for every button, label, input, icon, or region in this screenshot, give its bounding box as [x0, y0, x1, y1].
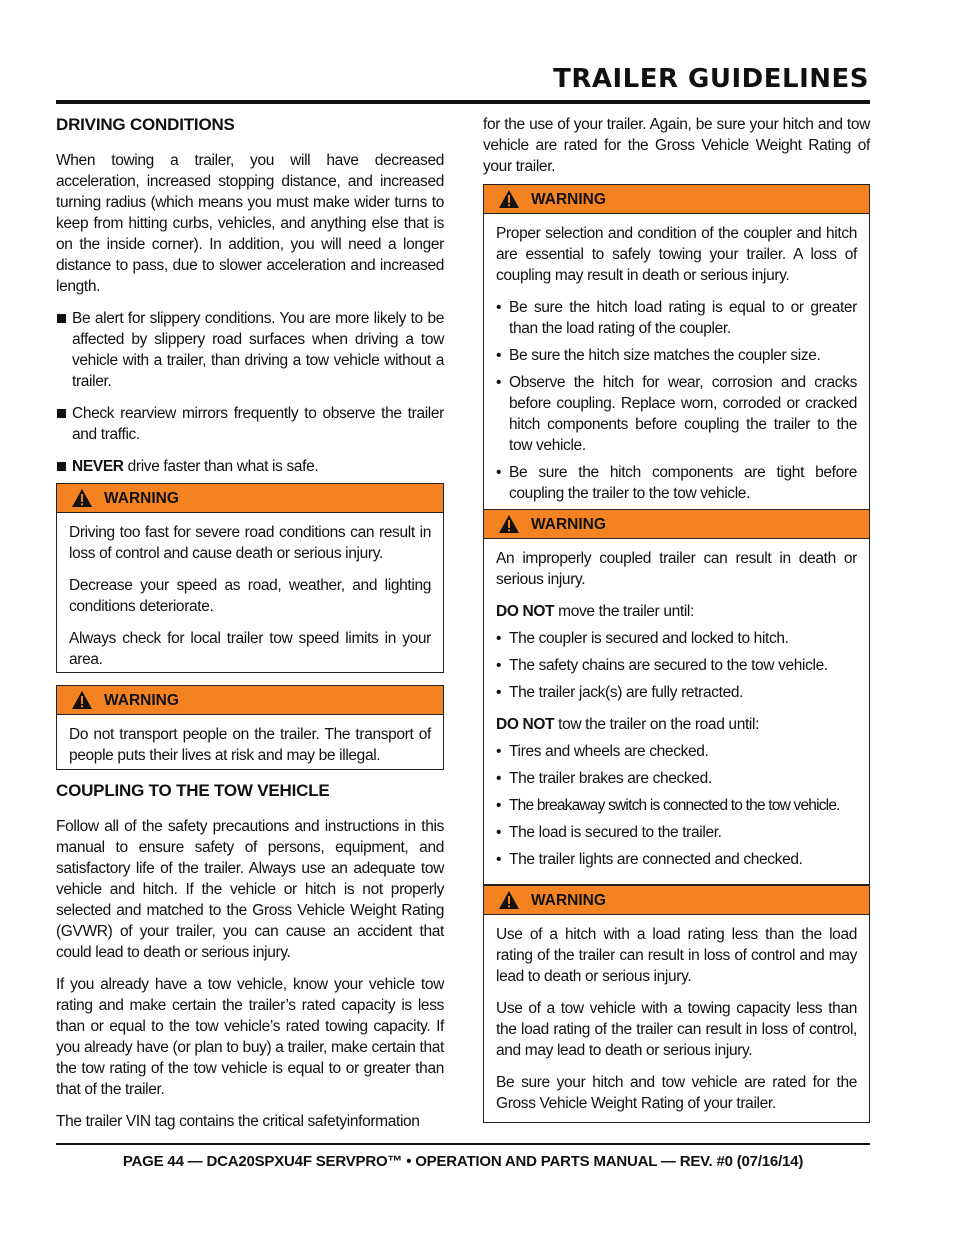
warning-body: Proper selection and condition of the coupler and hitch are essential to safely towing your trailer. A loss of coupling may result in death or serious injury. • Be sure the hitch load rating is equal to or greater than the load rating of the coupler. • Be sure the hitch size matches the coupler size. • Observe the hitch for wear, corrosion and cracks before coupling. Replace worn, corroded or cracked hitch components before coupling the trailer to the tow vehicle. • Be sure the hitch components are tight before coupling the trailer to the tow vehicle.: [496, 225, 857, 502]
list-item: Be alert for slippery conditions. You are more likely to be affected by slippery road surfaces when driving a tow vehicle with a trailer, than driving a tow vehicle without a trailer.: [56, 308, 444, 392]
warning-label: WARNING: [531, 891, 606, 909]
warning-triangle-icon: [498, 890, 520, 910]
bullet-icon: •: [496, 347, 502, 364]
warning-label: WARNING: [104, 691, 179, 709]
warning-header: [484, 185, 869, 214]
page-title: TRAILER GUIDELINES: [553, 64, 869, 94]
warning-body: An improperly coupled trailer can result in death or serious injury. DO NOT move the trailer until: • The coupler is secured and locked to hitch. • The safety chains are secured to the tow vehicle. • The trailer jack(s) are fully retracted. DO NOT tow the trailer on the road until: • Tires and wheels are checked. • The trailer brakes are checked. • The breakaway switch is connected to the tow vehicle. • The load is secured to the trailer. • The trailer lights are connected and checked.: [496, 550, 857, 868]
coupler-bullets: [496, 297, 857, 504]
footer-rule: [56, 1143, 870, 1145]
bullet-icon: •: [496, 630, 502, 647]
warning-box-improper-coupling: [483, 509, 870, 885]
warning-box-hitch-rating: [483, 885, 870, 1123]
move-bullets: [496, 628, 857, 703]
warning-label: WARNING: [531, 190, 606, 208]
square-bullet-icon: [57, 462, 66, 471]
list-item: NEVER drive faster than what is safe.: [56, 456, 444, 477]
bullet-icon: •: [496, 299, 502, 316]
warning-body: Do not transport people on the trailer. The transport of people puts their lives at risk and may be illegal.: [69, 726, 431, 764]
list-item: Check rearview mirrors frequently to observe the trailer and traffic.: [56, 403, 444, 445]
list-item: • Observe the hitch for wear, corrosion and cracks before coupling. Replace worn, corroded or cracked hitch components before coupling the trailer to the tow vehicle.: [496, 374, 857, 454]
list-item: • Be sure the hitch load rating is equal to or greater than the load rating of the coupler.: [496, 299, 857, 337]
list-item: • The breakaway switch is connected to the tow vehicle.: [496, 797, 840, 814]
driving-conditions-heading: DRIVING CONDITIONS: [56, 115, 235, 134]
driving-intro: When towing a trailer, you will have decreased acceleration, increased stopping distance, and increased turning radius (which means you must make wider turns to keep from hitting curbs, vehicles, and anything else that is on the inside corner). In addition, you will need a longer distance to pass, due to slower acceleration and increased length.: [56, 152, 444, 295]
left-column: DRIVING CONDITIONS When towing a trailer, you will have decreased acceleration, increased stopping distance, and increased turning radius (which means you must make wider turns to keep from hitting curbs, vehicles, and anything else that is on the inside corner). In addition, you will need a longer distance to pass, due to slower acceleration and increased length. Be alert for slippery conditions. You are more likely to be affected by slippery road surfaces when driving a tow vehicle with a trailer, than driving a tow vehicle without a trailer. Check rearview mirrors frequently to observe the trailer and traffic. NEVER drive faster than what is safe. WARNING Driving too fast for severe road conditions can result in loss of control and cause death or serious injury. Decrease your speed as road, weather, and lighting conditions deteriorate. Always check for local trailer tow speed limits in your area. WARNING Do not transport people on the trailer. The transport of people puts their lives at risk and may be illegal. COUPLING TO THE TOW VEHICLE Follow all of the safety precautions and instructions in this manual to ensure safety of persons, equipment, and satisfactory life of the trailer. Always use an adequate tow vehicle and hitch. If the vehicle or hitch is not properly selected and matched to the Gross Vehicle Weight Rating (GVWR) of your trailer, you can cause an accident that could lead to death or serious injury. If you already have a tow vehicle, know your vehicle tow rating and make certain the trailer’s rated capacity is less than or equal to the tow vehicle’s rated towing capacity. If you already have (or plan to buy) a trailer, make certain that the tow rating of the tow vehicle is equal to or greater than that of the trailer. The trailer VIN tag contains the critical safetyinformation: [56, 115, 444, 1130]
bullet-icon: •: [496, 797, 501, 814]
bullet-icon: •: [496, 464, 502, 481]
list-item: • Be sure the hitch size matches the coupler size.: [496, 347, 821, 364]
warning-header: [57, 484, 443, 513]
page-footer: PAGE 44 — DCA20SPXU4F SERVPRO™ • OPERATION AND PARTS MANUAL — REV. #0 (07/16/14): [122, 1153, 804, 1170]
warning-box-speed: [56, 483, 444, 673]
list-item: • The trailer lights are connected and checked.: [496, 851, 803, 868]
warning-triangle-icon: [498, 189, 520, 209]
bullet-icon: •: [496, 743, 502, 760]
header-rule: [56, 100, 870, 104]
list-item: • The safety chains are secured to the tow vehicle.: [496, 657, 828, 674]
warning-label: WARNING: [104, 489, 179, 507]
warning-triangle-icon: [71, 690, 93, 710]
move-condition: DO NOT move the trailer until:: [496, 603, 694, 620]
warning-label: WARNING: [531, 515, 606, 533]
warning-triangle-icon: [498, 514, 520, 534]
warning-box-coupler: [483, 184, 870, 509]
continued-text: for the use of your trailer. Again, be sure your hitch and tow vehicle are rated for the Gross Vehicle Weight Rating of your trailer.: [483, 116, 870, 175]
list-item: • The coupler is secured and locked to hitch.: [496, 630, 789, 647]
list-item: • Be sure the hitch components are tight before coupling the trailer to the tow vehicle.: [496, 464, 857, 502]
driving-bullets: [56, 308, 444, 477]
bullet-icon: •: [496, 851, 502, 868]
bullet-icon: •: [496, 657, 502, 674]
warning-header: [57, 686, 443, 715]
warning-box-people: [56, 685, 444, 770]
warning-body: Driving too fast for severe road conditions can result in loss of control and cause death or serious injury. Decrease your speed as road, weather, and lighting conditions deteriorate. Always check for local trailer tow speed limits in your area.: [69, 524, 431, 668]
coupling-heading: COUPLING TO THE TOW VEHICLE: [56, 781, 330, 800]
bullet-icon: •: [496, 684, 502, 701]
warning-header: [484, 885, 869, 915]
bullet-icon: •: [496, 770, 502, 787]
list-item: • The trailer brakes are checked.: [496, 770, 712, 787]
list-item: • Tires and wheels are checked.: [496, 743, 709, 760]
list-item: • The trailer jack(s) are fully retracted.: [496, 684, 744, 701]
list-item: • The load is secured to the trailer.: [496, 824, 722, 841]
warning-header: [484, 509, 869, 539]
square-bullet-icon: [57, 314, 66, 323]
bullet-icon: •: [496, 374, 502, 391]
warning-triangle-icon: [71, 488, 93, 508]
square-bullet-icon: [57, 409, 66, 418]
bullet-icon: •: [496, 824, 502, 841]
tow-condition: DO NOT tow the trailer on the road until:: [496, 716, 760, 733]
tow-bullets: [496, 741, 857, 870]
right-column: [483, 114, 870, 1133]
warning-body: Use of a hitch with a load rating less than the load rating of the trailer can result in loss of control and may lead to death or serious injury. Use of a tow vehicle with a towing capacity less than the load rating of the trailer can result in loss of control, and may lead to death or serious injury. Be sure your hitch and tow vehicle are rated for the Gross Vehicle Weight Rating of your trailer.: [496, 926, 857, 1112]
